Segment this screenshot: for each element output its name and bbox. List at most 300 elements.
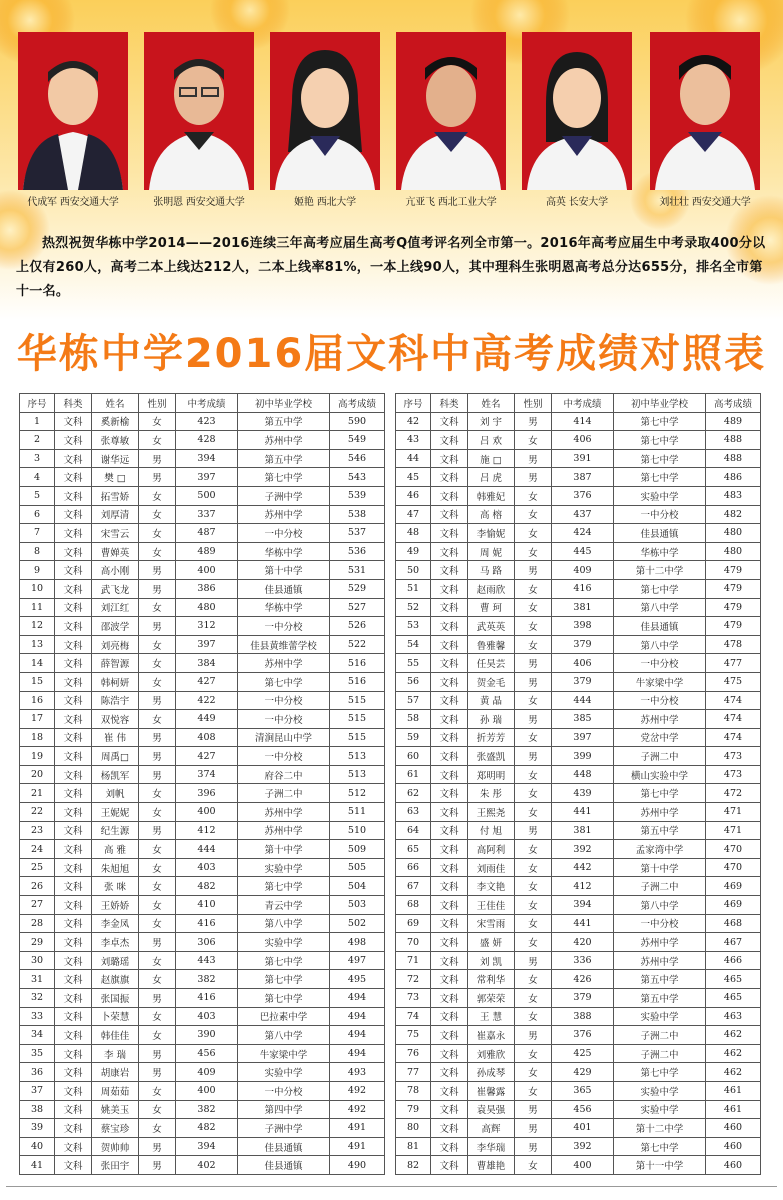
cell-row-number: 8	[20, 542, 55, 561]
table-row	[396, 803, 761, 822]
cell-gender: 女	[139, 412, 176, 431]
cell-student-name: 姚美玉	[92, 1100, 139, 1119]
cell-student-name: 樊 □	[92, 468, 139, 487]
cell-subject-type: 文科	[55, 877, 92, 896]
cell-zhongkao-score: 379	[552, 989, 614, 1008]
cell-gender: 男	[515, 821, 552, 840]
cell-junior-school: 实验中学	[238, 1063, 330, 1082]
table-row	[396, 468, 761, 487]
cell-row-number: 63	[396, 803, 431, 822]
table-row	[396, 598, 761, 617]
cell-zhongkao-score: 439	[552, 784, 614, 803]
cell-subject-type: 文科	[431, 598, 468, 617]
table-row	[396, 524, 761, 543]
student-card	[18, 32, 128, 208]
cell-zhongkao-score: 392	[552, 1137, 614, 1156]
cell-gaokao-score: 488	[706, 449, 761, 468]
cell-gaokao-score: 539	[330, 486, 385, 505]
cell-junior-school: 佳县通镇	[614, 617, 706, 636]
cell-zhongkao-score: 402	[176, 1156, 238, 1175]
cell-subject-type: 文科	[431, 877, 468, 896]
cell-zhongkao-score: 429	[552, 1063, 614, 1082]
cell-gaokao-score: 494	[330, 1007, 385, 1026]
student-school: 西北工业大学	[437, 197, 497, 208]
cell-junior-school: 第八中学	[238, 914, 330, 933]
cell-row-number: 49	[396, 542, 431, 561]
cell-gaokao-score: 543	[330, 468, 385, 487]
cell-row-number: 5	[20, 486, 55, 505]
cell-subject-type: 文科	[431, 1026, 468, 1045]
cell-gaokao-score: 522	[330, 635, 385, 654]
cell-zhongkao-score: 448	[552, 765, 614, 784]
cell-junior-school: 孟家湾中学	[614, 840, 706, 859]
cell-zhongkao-score: 414	[552, 412, 614, 431]
cell-junior-school: 府谷二中	[238, 765, 330, 784]
cell-gender: 女	[139, 1026, 176, 1045]
cell-gaokao-score: 479	[706, 579, 761, 598]
cell-gaokao-score: 536	[330, 542, 385, 561]
cell-student-name: 贺帅帅	[92, 1137, 139, 1156]
cell-row-number: 39	[20, 1119, 55, 1138]
cell-gaokao-score: 465	[706, 989, 761, 1008]
cell-gender: 男	[139, 1063, 176, 1082]
table-row	[20, 877, 385, 896]
cell-subject-type: 文科	[55, 803, 92, 822]
cell-junior-school: 子洲二中	[614, 1026, 706, 1045]
score-table-right	[395, 393, 761, 1175]
cell-gender: 男	[139, 561, 176, 580]
table-row	[20, 951, 385, 970]
cell-gaokao-score: 529	[330, 579, 385, 598]
cell-junior-school: 第七中学	[238, 989, 330, 1008]
cell-zhongkao-score: 489	[176, 542, 238, 561]
table-row	[396, 617, 761, 636]
cell-gaokao-score: 492	[330, 1081, 385, 1100]
cell-zhongkao-score: 416	[176, 989, 238, 1008]
cell-gaokao-score: 490	[330, 1156, 385, 1175]
cell-gender: 男	[515, 951, 552, 970]
cell-row-number: 31	[20, 970, 55, 989]
cell-gaokao-score: 493	[330, 1063, 385, 1082]
cell-zhongkao-score: 412	[176, 821, 238, 840]
table-row	[20, 840, 385, 859]
cell-zhongkao-score: 424	[552, 524, 614, 543]
cell-row-number: 19	[20, 747, 55, 766]
cell-gaokao-score: 494	[330, 1044, 385, 1063]
header-student-name: 姓名	[468, 394, 515, 413]
cell-gender: 男	[515, 1026, 552, 1045]
cell-zhongkao-score: 408	[176, 728, 238, 747]
cell-zhongkao-score: 379	[552, 635, 614, 654]
cell-row-number: 13	[20, 635, 55, 654]
cell-subject-type: 文科	[431, 951, 468, 970]
cell-zhongkao-score: 406	[552, 654, 614, 673]
cell-zhongkao-score: 376	[552, 1026, 614, 1045]
cell-subject-type: 文科	[431, 1119, 468, 1138]
student-portrait	[522, 32, 632, 190]
cell-junior-school: 苏州中学	[238, 821, 330, 840]
cell-gender: 女	[515, 1044, 552, 1063]
cell-junior-school: 佳县通镇	[238, 579, 330, 598]
cell-junior-school: 实验中学	[614, 1007, 706, 1026]
cell-row-number: 70	[396, 933, 431, 952]
cell-subject-type: 文科	[431, 486, 468, 505]
cell-zhongkao-score: 403	[176, 1007, 238, 1026]
student-portrait	[650, 32, 760, 190]
cell-row-number: 30	[20, 951, 55, 970]
cell-junior-school: 苏州中学	[238, 803, 330, 822]
cell-gender: 女	[139, 784, 176, 803]
cell-zhongkao-score: 392	[552, 840, 614, 859]
cell-junior-school: 第八中学	[614, 598, 706, 617]
cell-row-number: 17	[20, 710, 55, 729]
header-zhongkao-score: 中考成绩	[552, 394, 614, 413]
table-row	[20, 989, 385, 1008]
cell-zhongkao-score: 423	[176, 412, 238, 431]
cell-gaokao-score: 515	[330, 728, 385, 747]
cell-student-name: 王 慧	[468, 1007, 515, 1026]
cell-student-name: 王佳佳	[468, 896, 515, 915]
cell-subject-type: 文科	[431, 561, 468, 580]
cell-gender: 男	[515, 1137, 552, 1156]
cell-junior-school: 一中分校	[238, 747, 330, 766]
cell-zhongkao-score: 422	[176, 691, 238, 710]
cell-junior-school: 第十中学	[614, 858, 706, 877]
cell-junior-school: 佳县黄维蕾学校	[238, 635, 330, 654]
cell-zhongkao-score: 386	[176, 579, 238, 598]
student-portrait	[396, 32, 506, 190]
cell-zhongkao-score: 394	[176, 449, 238, 468]
cell-student-name: 曹 珂	[468, 598, 515, 617]
cell-junior-school: 第七中学	[614, 784, 706, 803]
cell-row-number: 9	[20, 561, 55, 580]
cell-junior-school: 第七中学	[614, 412, 706, 431]
cell-gender: 女	[515, 896, 552, 915]
cell-subject-type: 文科	[431, 970, 468, 989]
table-header-row	[396, 394, 761, 413]
cell-gaokao-score: 474	[706, 691, 761, 710]
cell-gender: 女	[139, 914, 176, 933]
cell-zhongkao-score: 480	[176, 598, 238, 617]
cell-junior-school: 清涧昆山中学	[238, 728, 330, 747]
cell-student-name: 奚新榆	[92, 412, 139, 431]
cell-student-name: 付 旭	[468, 821, 515, 840]
cell-row-number: 45	[396, 468, 431, 487]
cell-gaokao-score: 526	[330, 617, 385, 636]
cell-row-number: 60	[396, 747, 431, 766]
cell-gaokao-score: 474	[706, 728, 761, 747]
table-row	[20, 431, 385, 450]
cell-gender: 女	[515, 803, 552, 822]
cell-gender: 女	[515, 914, 552, 933]
cell-subject-type: 文科	[55, 1100, 92, 1119]
cell-subject-type: 文科	[55, 970, 92, 989]
student-portrait	[18, 32, 128, 190]
cell-gender: 男	[139, 1156, 176, 1175]
cell-gaokao-score: 488	[706, 431, 761, 450]
cell-gaokao-score: 537	[330, 524, 385, 543]
cell-row-number: 15	[20, 672, 55, 691]
cell-gender: 男	[515, 468, 552, 487]
table-row	[396, 672, 761, 691]
cell-zhongkao-score: 379	[552, 672, 614, 691]
cell-gaokao-score: 503	[330, 896, 385, 915]
cell-gaokao-score: 460	[706, 1156, 761, 1175]
cell-junior-school: 实验中学	[614, 486, 706, 505]
cell-subject-type: 文科	[55, 858, 92, 877]
header-gaokao-score: 高考成绩	[706, 394, 761, 413]
cell-gender: 女	[515, 579, 552, 598]
table-row	[20, 784, 385, 803]
cell-student-name: 李华瑞	[468, 1137, 515, 1156]
cell-junior-school: 一中分校	[238, 1081, 330, 1100]
cell-student-name: 武英英	[468, 617, 515, 636]
cell-student-name: 张田宇	[92, 1156, 139, 1175]
cell-junior-school: 第五中学	[614, 821, 706, 840]
cell-row-number: 42	[396, 412, 431, 431]
cell-subject-type: 文科	[55, 784, 92, 803]
cell-junior-school: 一中分校	[614, 505, 706, 524]
cell-subject-type: 文科	[431, 1044, 468, 1063]
cell-gender: 男	[139, 449, 176, 468]
cell-zhongkao-score: 500	[176, 486, 238, 505]
cell-junior-school: 子洲二中	[614, 747, 706, 766]
table-row	[396, 747, 761, 766]
cell-row-number: 64	[396, 821, 431, 840]
cell-subject-type: 文科	[55, 431, 92, 450]
cell-subject-type: 文科	[431, 654, 468, 673]
cell-gaokao-score: 461	[706, 1081, 761, 1100]
cell-row-number: 40	[20, 1137, 55, 1156]
cell-gender: 女	[139, 635, 176, 654]
cell-gender: 女	[515, 784, 552, 803]
cell-row-number: 75	[396, 1026, 431, 1045]
cell-row-number: 28	[20, 914, 55, 933]
table-row	[396, 579, 761, 598]
cell-subject-type: 文科	[55, 1063, 92, 1082]
cell-subject-type: 文科	[55, 840, 92, 859]
cell-zhongkao-score: 441	[552, 914, 614, 933]
cell-gender: 男	[515, 654, 552, 673]
table-row	[20, 505, 385, 524]
table-row	[20, 1026, 385, 1045]
cell-gender: 男	[139, 989, 176, 1008]
cell-subject-type: 文科	[55, 598, 92, 617]
cell-row-number: 47	[396, 505, 431, 524]
cell-subject-type: 文科	[55, 1156, 92, 1175]
cell-gender: 女	[515, 431, 552, 450]
table-row	[396, 1100, 761, 1119]
table-row	[20, 635, 385, 654]
cell-gaokao-score: 491	[330, 1119, 385, 1138]
cell-student-name: 胡康岩	[92, 1063, 139, 1082]
cell-student-name: 李卓杰	[92, 933, 139, 952]
cell-gaokao-score: 515	[330, 691, 385, 710]
cell-gaokao-score: 466	[706, 951, 761, 970]
cell-junior-school: 党岔中学	[614, 728, 706, 747]
cell-zhongkao-score: 412	[552, 877, 614, 896]
cell-junior-school: 第十中学	[238, 840, 330, 859]
table-row	[396, 840, 761, 859]
cell-gender: 男	[139, 821, 176, 840]
cell-row-number: 20	[20, 765, 55, 784]
cell-junior-school: 一中分校	[614, 691, 706, 710]
cell-zhongkao-score: 381	[552, 598, 614, 617]
cell-row-number: 34	[20, 1026, 55, 1045]
cell-row-number: 25	[20, 858, 55, 877]
cell-junior-school: 第七中学	[238, 468, 330, 487]
table-row	[20, 728, 385, 747]
cell-junior-school: 第五中学	[238, 449, 330, 468]
cell-subject-type: 文科	[55, 617, 92, 636]
table-row	[20, 617, 385, 636]
cell-row-number: 65	[396, 840, 431, 859]
cell-gaokao-score: 469	[706, 896, 761, 915]
cell-row-number: 16	[20, 691, 55, 710]
cell-student-name: 韩雅妃	[468, 486, 515, 505]
cell-junior-school: 实验中学	[238, 858, 330, 877]
cell-row-number: 72	[396, 970, 431, 989]
table-row	[396, 933, 761, 952]
table-row	[396, 877, 761, 896]
cell-zhongkao-score: 482	[176, 877, 238, 896]
header-gaokao-score: 高考成绩	[330, 394, 385, 413]
header-subject-type: 科类	[55, 394, 92, 413]
cell-junior-school: 第七中学	[238, 877, 330, 896]
cell-gender: 女	[139, 951, 176, 970]
student-name: 张明恩	[153, 197, 183, 208]
cell-student-name: 韩佳佳	[92, 1026, 139, 1045]
cell-zhongkao-score: 409	[176, 1063, 238, 1082]
cell-subject-type: 文科	[431, 914, 468, 933]
cell-row-number: 21	[20, 784, 55, 803]
cell-gaokao-score: 474	[706, 710, 761, 729]
cell-gender: 女	[139, 598, 176, 617]
cell-gender: 女	[515, 933, 552, 952]
cell-student-name: 郑明明	[468, 765, 515, 784]
cell-gaokao-score: 472	[706, 784, 761, 803]
cell-gaokao-score: 527	[330, 598, 385, 617]
cell-row-number: 3	[20, 449, 55, 468]
cell-student-name: 高小刚	[92, 561, 139, 580]
table-row	[396, 970, 761, 989]
cell-subject-type: 文科	[55, 449, 92, 468]
cell-student-name: 王娇娇	[92, 896, 139, 915]
cell-row-number: 79	[396, 1100, 431, 1119]
cell-zhongkao-score: 382	[176, 1100, 238, 1119]
cell-junior-school: 实验中学	[614, 1100, 706, 1119]
cell-gaokao-score: 494	[330, 1026, 385, 1045]
cell-subject-type: 文科	[431, 524, 468, 543]
student-school: 西安交通大学	[691, 197, 751, 208]
cell-subject-type: 文科	[431, 1063, 468, 1082]
table-row	[396, 896, 761, 915]
cell-gaokao-score: 515	[330, 710, 385, 729]
table-row	[20, 524, 385, 543]
cell-junior-school: 横山实验中学	[614, 765, 706, 784]
cell-subject-type: 文科	[431, 505, 468, 524]
cell-junior-school: 第七中学	[614, 431, 706, 450]
cell-gaokao-score: 465	[706, 970, 761, 989]
cell-junior-school: 苏州中学	[238, 431, 330, 450]
cell-zhongkao-score: 400	[552, 1156, 614, 1175]
cell-gender: 女	[139, 431, 176, 450]
cell-subject-type: 文科	[55, 561, 92, 580]
cell-zhongkao-score: 365	[552, 1081, 614, 1100]
student-caption	[522, 193, 632, 208]
header-junior-school: 初中毕业学校	[238, 394, 330, 413]
cell-zhongkao-score: 437	[552, 505, 614, 524]
student-caption	[650, 193, 760, 208]
cell-subject-type: 文科	[431, 747, 468, 766]
cell-subject-type: 文科	[55, 486, 92, 505]
cell-subject-type: 文科	[55, 412, 92, 431]
cell-gaokao-score: 590	[330, 412, 385, 431]
cell-gaokao-score: 497	[330, 951, 385, 970]
cell-student-name: 孙 瑞	[468, 710, 515, 729]
cell-row-number: 52	[396, 598, 431, 617]
cell-gaokao-score: 502	[330, 914, 385, 933]
cell-row-number: 44	[396, 449, 431, 468]
student-card	[270, 32, 380, 208]
cell-gender: 女	[515, 765, 552, 784]
cell-row-number: 22	[20, 803, 55, 822]
cell-junior-school: 第十中学	[238, 561, 330, 580]
cell-junior-school: 第八中学	[614, 635, 706, 654]
cell-gaokao-score: 463	[706, 1007, 761, 1026]
cell-junior-school: 第十二中学	[614, 561, 706, 580]
cell-zhongkao-score: 410	[176, 896, 238, 915]
cell-zhongkao-score: 416	[176, 914, 238, 933]
cell-subject-type: 文科	[55, 468, 92, 487]
cell-subject-type: 文科	[431, 840, 468, 859]
cell-subject-type: 文科	[55, 1081, 92, 1100]
cell-zhongkao-score: 427	[176, 672, 238, 691]
cell-gaokao-score: 491	[330, 1137, 385, 1156]
cell-junior-school: 第七中学	[238, 672, 330, 691]
cell-student-name: 宋雪雨	[468, 914, 515, 933]
cell-gaokao-score: 489	[706, 412, 761, 431]
cell-subject-type: 文科	[55, 914, 92, 933]
cell-subject-type: 文科	[55, 821, 92, 840]
cell-row-number: 46	[396, 486, 431, 505]
table-row	[396, 635, 761, 654]
cell-gender: 女	[515, 505, 552, 524]
cell-gender: 女	[139, 1081, 176, 1100]
cell-subject-type: 文科	[431, 728, 468, 747]
table-row	[396, 784, 761, 803]
table-row	[396, 431, 761, 450]
cell-zhongkao-score: 394	[176, 1137, 238, 1156]
cell-subject-type: 文科	[55, 747, 92, 766]
cell-row-number: 73	[396, 989, 431, 1008]
cell-junior-school: 华栋中学	[614, 542, 706, 561]
cell-junior-school: 牛家梁中学	[238, 1044, 330, 1063]
cell-subject-type: 文科	[55, 1119, 92, 1138]
cell-gender: 男	[139, 1137, 176, 1156]
score-table-right-panel	[395, 393, 761, 1175]
cell-zhongkao-score: 397	[176, 468, 238, 487]
cell-gender: 男	[515, 449, 552, 468]
table-row	[396, 1156, 761, 1175]
cell-gender: 女	[515, 691, 552, 710]
cell-student-name: 袁昊强	[468, 1100, 515, 1119]
header-junior-school: 初中毕业学校	[614, 394, 706, 413]
cell-subject-type: 文科	[55, 933, 92, 952]
cell-gender: 女	[139, 486, 176, 505]
cell-junior-school: 第五中学	[614, 989, 706, 1008]
cell-zhongkao-score: 384	[176, 654, 238, 673]
